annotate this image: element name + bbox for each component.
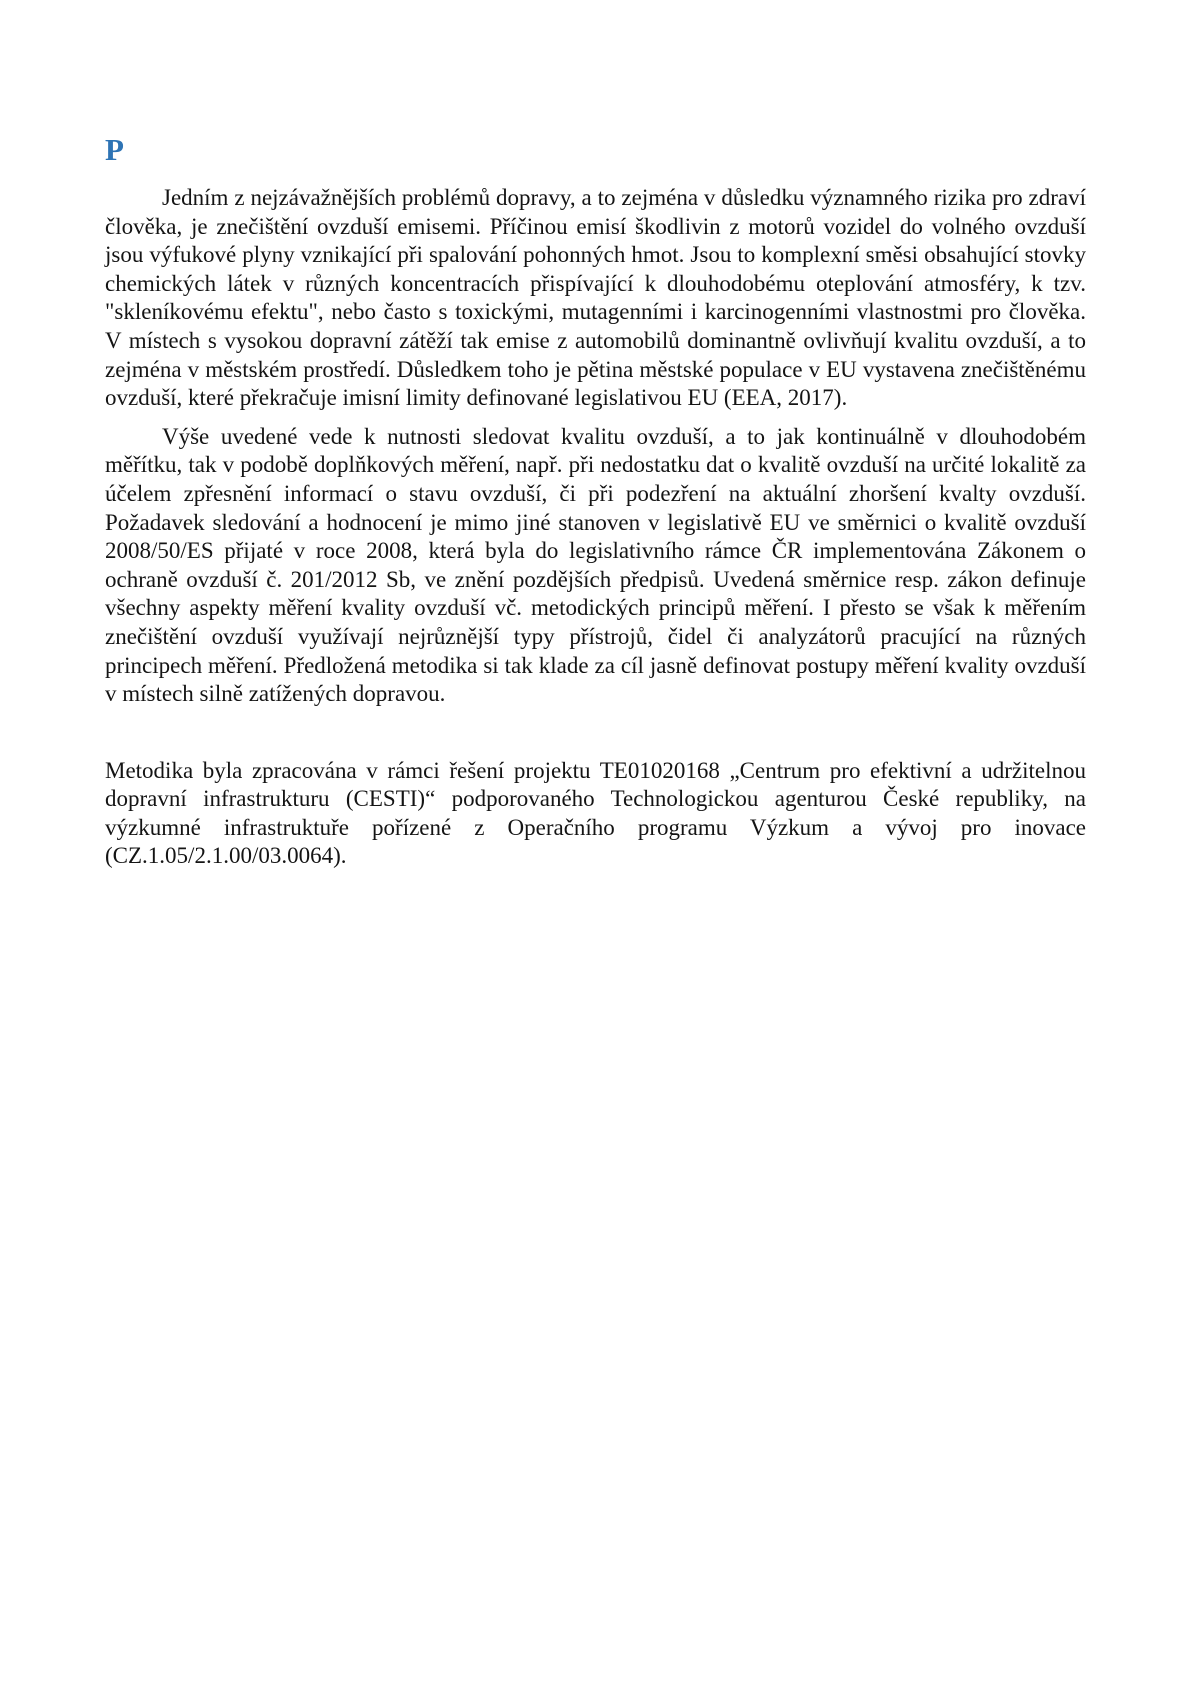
page-title: P — [105, 132, 125, 167]
paragraph-legislation: Výše uvedené vede k nutnosti sledovat kvalitu ovzduší, a to jak kontinuálně v dlouhodobém měřítku, tak v podobě doplňkových měření, např. při nedostatku dat o kvalitě ovzduší na určité lokalitě za účelem zpřesnění informací o stavu ovzduší, či při podezření na aktuální zhoršení kvalty ovzduší. Požadavek sledování a hodnocení je mimo jiné stanoven v legislativě EU ve směrnici o kvalitě ovzduší 2008/50/ES přijaté v roce 2008, která byla do legislativního rámce ČR implementována Zákonem o ochraně ovzduší č. 201/2012 Sb, ve znění pozdějších předpisů. Uvedená směrnice resp. zákon definuje všechny aspekty měření kvality ovzduší vč. metodických principů měření. I přesto se však k měřením znečištění ovzduší využívají nejrůznější typy přístrojů, čidel či analyzátorů pracující na různých principech měření. Předložená metodika si tak klade za cíl jasně definovat postupy měření kvality ovzduší v místech silně zatížených dopravou. — [105, 423, 1086, 707]
paragraph-intro: Jedním z nejzávažnějších problémů dopravy, a to zejména v důsledku významného rizika pro zdraví člověka, je znečištění ovzduší emisemi. Příčinou emisí škodlivin z motorů vozidel do volného ovzduší jsou výfukové plyny vznikající při spalování pohonných hmot. Jsou to komplexní směsi obsahující stovky chemických látek v různých koncentracích přispívající k dlouhodobému oteplování atmosféry, k tzv. "skleníkovému efektu", nebo často s toxickými, mutagenními i karcinogenními vlastnostmi pro člověka. V místech s vysokou dopravní zátěží tak emise z automobilů dominantně ovlivňují kvalitu ovzduší, a to zejména v městském prostředí. Důsledkem toho je pětina městské populace v EU vystavena znečištěnému ovzduší, které překračuje imisní limity definované legislativou EU (EEA, 2017). — [105, 185, 1086, 411]
paragraph-project-note: Metodika byla zpracována v rámci řešení projektu TE01020168 „Centrum pro efektivní a udržitelnou dopravní infrastrukturu (CESTI)“ podporovaného Technologickou agenturou České republiky, na výzkumné infrastruktuře pořízené z Operačního programu Výzkum a vývoj pro inovace (CZ.1.05/2.1.00/03.0064). — [105, 757, 1086, 869]
